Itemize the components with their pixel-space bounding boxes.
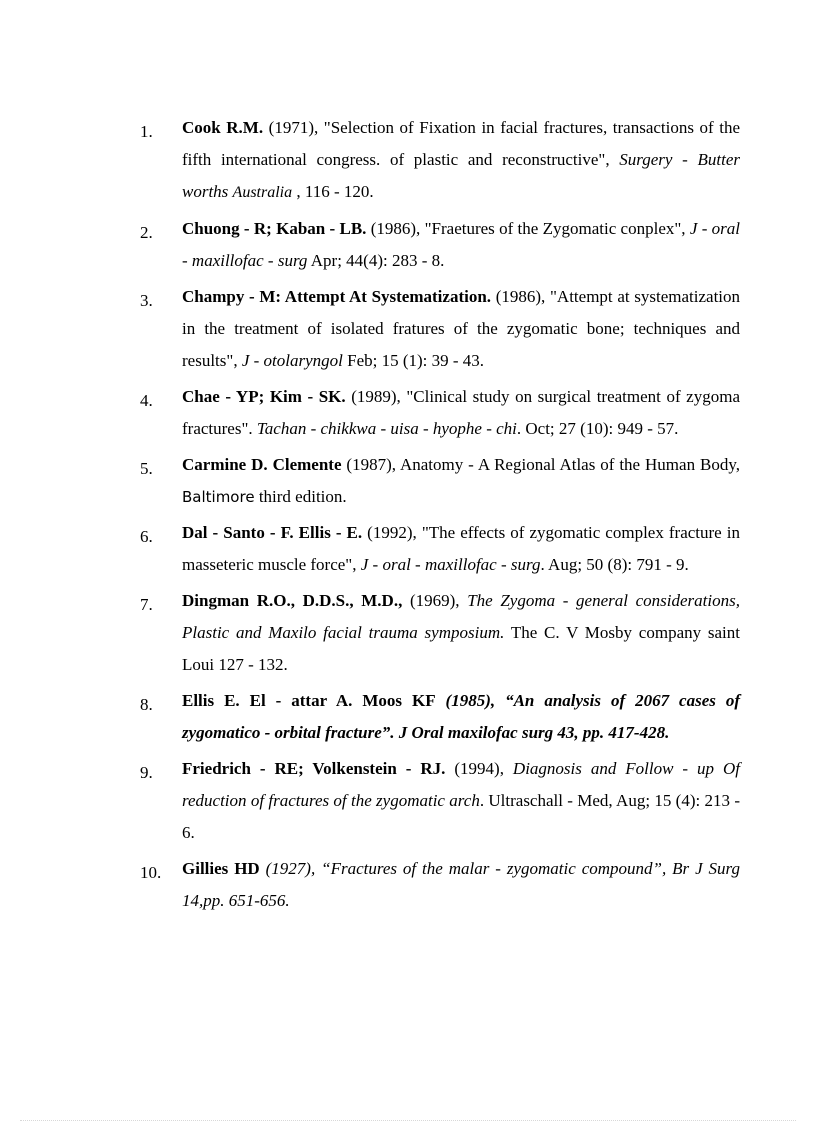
reference-year: (1927),: [259, 859, 322, 878]
reference-title: "Selection of Fixation in facial fractures, transactions of the fifth international congress. of plastic and reconstructive",: [182, 118, 740, 169]
reference-authors: Ellis E. El - attar A. Moos KF: [182, 691, 436, 710]
reference-pages: . Oct; 27 (10): 949 - 57.: [516, 419, 679, 438]
reference-number: 7.: [140, 595, 153, 614]
reference-number: 10.: [140, 863, 162, 882]
reference-authors: Chuong - R; Kaban - LB.: [182, 219, 367, 238]
reference-title: “An analysis of 2067 cases of zygomatico - orbital fracture”. J Oral maxilofac surg 43, pp. 417-428.: [182, 691, 740, 742]
reference-title: "Attempt at systematization in the treatment of isolated fratures of the zygomatic bone; techniques and results",: [182, 287, 741, 370]
reference-authors: Dal - Santo - F. Ellis - E.: [182, 523, 363, 542]
reference-number: 3.: [140, 291, 153, 310]
reference-authors: Champy - M: Attempt At Systematization.: [182, 287, 492, 306]
reference-pages: Apr; 44(4): 283 - 8.: [307, 251, 445, 270]
reference-text: [182, 112, 740, 209]
reference-item: [140, 381, 740, 445]
reference-journal: Tachan - chikkwa - uisa - hyophe - chi: [256, 419, 517, 438]
reference-text: [182, 213, 740, 277]
reference-item: [140, 213, 740, 277]
reference-pages: . Ultraschall - Med, Aug; 15 (4): 213 - 6.: [182, 791, 740, 842]
reference-year: (1986),: [491, 287, 550, 306]
reference-text: [182, 585, 740, 681]
reference-title: Diagnosis and Follow - up Of reduction of fractures of the zygomatic arch: [182, 759, 740, 810]
reference-authors: Cook R.M.: [182, 118, 264, 137]
reference-item: [140, 853, 740, 917]
reference-year: (1985),: [435, 691, 506, 710]
reference-title: Anatomy - A Regional Atlas of the Human Body,: [399, 455, 740, 474]
reference-number: 6.: [140, 527, 153, 546]
reference-year: (1969),: [402, 591, 468, 610]
reference-text: [182, 685, 740, 749]
reference-number: 1.: [140, 122, 153, 141]
reference-text: [182, 517, 740, 581]
reference-item: [140, 585, 740, 681]
reference-text: [182, 381, 740, 445]
reference-title: "The effects of zygomatic complex fracture in masseteric muscle force",: [182, 523, 740, 574]
reference-list: [140, 112, 740, 921]
reference-year: (1994),: [445, 759, 513, 778]
reference-pages: , 116 - 120.: [292, 182, 374, 201]
reference-year: (1986),: [366, 219, 425, 238]
reference-year: (1989),: [345, 387, 407, 406]
reference-number: 9.: [140, 763, 153, 782]
reference-pages: . Aug; 50 (8): 791 - 9.: [540, 555, 689, 574]
reference-item: [140, 112, 740, 209]
reference-authors: Carmine D. Clemente: [182, 455, 342, 474]
reference-text: [182, 281, 740, 377]
reference-number: 2.: [140, 223, 153, 242]
reference-journal: J - oral - maxillofac - surg: [182, 219, 740, 270]
reference-pages: third edition.: [254, 487, 347, 506]
reference-title: "Fraetures of the Zygomatic conplex",: [424, 219, 690, 238]
reference-title: “Fractures of the malar - zygomatic compound”, Br J Surg 14,pp. 651-656.: [182, 859, 741, 910]
reference-journal: Surgery - Butter worths: [182, 150, 740, 201]
reference-pages: Feb; 15 (1): 39 - 43.: [342, 351, 485, 370]
reference-year: (1971),: [263, 118, 324, 137]
page-bottom-divider: [20, 1120, 796, 1121]
reference-authors: Friedrich - RE; Volkenstein - RJ.: [182, 759, 446, 778]
reference-number: 4.: [140, 391, 153, 410]
reference-number: 8.: [140, 695, 153, 714]
reference-title: The Zygoma - general considerations, Plastic and Maxilo facial trauma symposium.: [182, 591, 740, 642]
reference-item: [140, 685, 740, 749]
reference-location: Baltimore: [182, 488, 255, 506]
reference-item: [140, 517, 740, 581]
reference-text: [182, 449, 740, 513]
reference-year: (1992),: [362, 523, 422, 542]
reference-text: [182, 853, 740, 917]
reference-authors: Chae - YP; Kim - SK.: [182, 387, 346, 406]
reference-year: (1987),: [341, 455, 400, 474]
reference-title: "Clinical study on surgical treatment of zygoma fractures".: [182, 387, 740, 438]
reference-item: [140, 449, 740, 513]
reference-authors: Gillies HD: [182, 859, 260, 878]
reference-pages: The C. V Mosby company saint Loui 127 - 132.: [182, 623, 740, 674]
reference-text: [182, 753, 740, 849]
reference-authors: Dingman R.O., D.D.S., M.D.,: [182, 591, 403, 610]
reference-item: [140, 753, 740, 849]
reference-journal: J - otolaryngol: [241, 351, 343, 370]
reference-location: Australia: [232, 184, 293, 201]
reference-number: 5.: [140, 459, 153, 478]
reference-journal: J - oral - maxillofac - surg: [360, 555, 541, 574]
reference-item: [140, 281, 740, 377]
